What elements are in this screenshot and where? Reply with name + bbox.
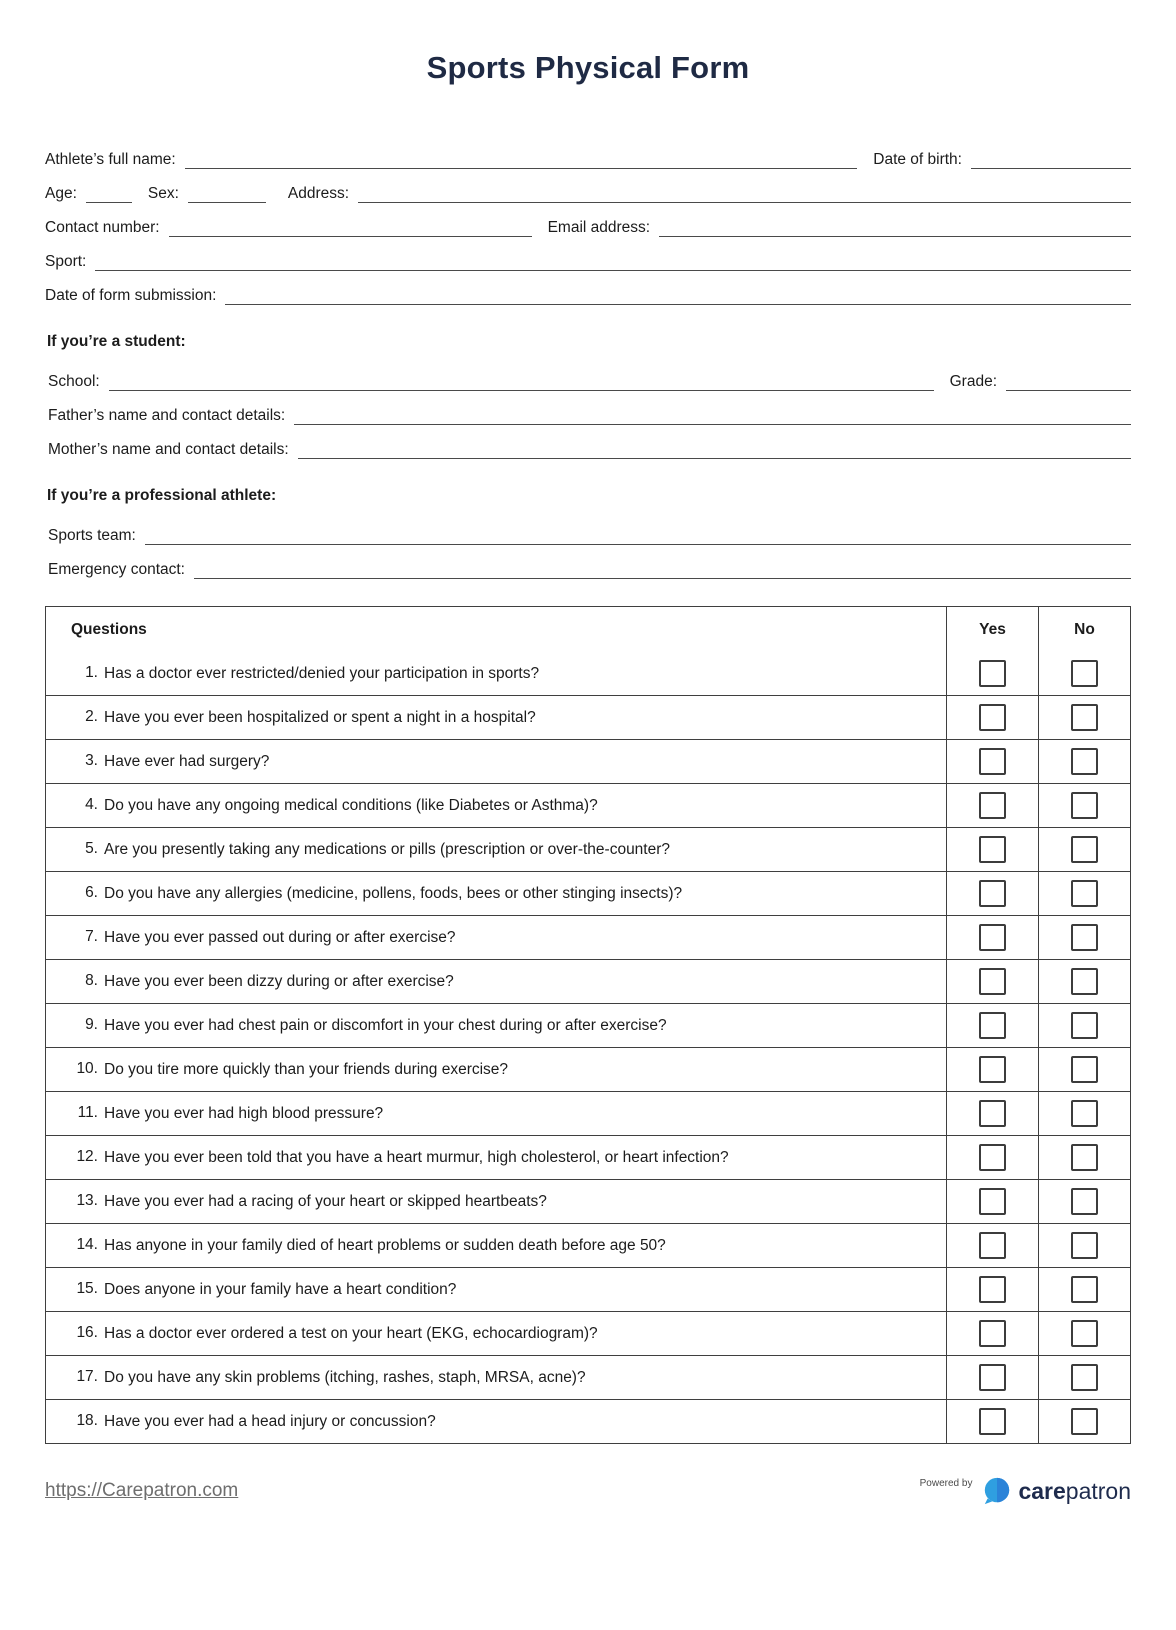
no-checkbox[interactable]	[1071, 1320, 1098, 1347]
question-body: Do you have any allergies (medicine, pollens, foods, bees or other stinging insects)?	[104, 885, 683, 902]
row-submission-date	[45, 286, 1131, 305]
yes-column-header: Yes	[946, 607, 1038, 652]
emergency-contact-input[interactable]	[194, 562, 1131, 579]
no-cell	[1038, 1224, 1130, 1267]
carepatron-brand	[920, 1476, 1131, 1506]
yes-checkbox[interactable]	[979, 1320, 1006, 1347]
question-row	[46, 1355, 1130, 1399]
yes-checkbox[interactable]	[979, 1012, 1006, 1039]
question-number: 14.	[76, 1236, 98, 1253]
questions-table-body	[46, 652, 1130, 1443]
question-body: Has anyone in your family died of heart problems or sudden death before age 50?	[104, 1237, 666, 1254]
no-cell	[1038, 1004, 1130, 1047]
no-column-header: No	[1038, 607, 1130, 652]
question-text	[46, 1048, 946, 1091]
row-mother	[45, 440, 1131, 459]
carepatron-logo-icon	[982, 1476, 1012, 1506]
question-number: 8.	[85, 972, 98, 989]
yes-cell	[946, 1356, 1038, 1399]
question-row	[46, 1179, 1130, 1223]
question-number: 2.	[85, 708, 98, 725]
question-number: 5.	[85, 840, 98, 857]
question-text	[46, 828, 946, 871]
question-row	[46, 827, 1130, 871]
no-cell	[1038, 1180, 1130, 1223]
father-details-label: Father’s name and contact details:	[48, 407, 286, 424]
question-row	[46, 1399, 1130, 1443]
question-text	[46, 652, 946, 695]
question-text	[46, 1004, 946, 1047]
yes-checkbox[interactable]	[979, 1232, 1006, 1259]
age-input[interactable]	[86, 186, 132, 203]
age-label: Age:	[45, 185, 77, 202]
row-emergency-contact	[45, 560, 1131, 579]
address-input[interactable]	[358, 186, 1131, 203]
no-checkbox[interactable]	[1071, 968, 1098, 995]
no-cell	[1038, 740, 1130, 783]
submission-date-label: Date of form submission:	[45, 287, 217, 304]
question-body: Have you ever had chest pain or discomfort in your chest during or after exercise?	[104, 1017, 667, 1034]
yes-checkbox[interactable]	[979, 1364, 1006, 1391]
no-cell	[1038, 652, 1130, 695]
yes-checkbox[interactable]	[979, 924, 1006, 951]
row-sports-team	[45, 526, 1131, 545]
mother-details-label: Mother’s name and contact details:	[48, 441, 289, 458]
no-checkbox[interactable]	[1071, 792, 1098, 819]
question-body: Are you presently taking any medications or pills (prescription or over-the-counter?	[104, 841, 671, 858]
no-cell	[1038, 1136, 1130, 1179]
question-number: 6.	[85, 884, 98, 901]
row-name-dob	[45, 150, 1131, 169]
question-body: Do you have any skin problems (itching, rashes, staph, MRSA, acne)?	[104, 1369, 586, 1386]
grade-input[interactable]	[1006, 374, 1131, 391]
question-number: 18.	[76, 1412, 98, 1429]
yes-checkbox[interactable]	[979, 1056, 1006, 1083]
yes-checkbox[interactable]	[979, 1144, 1006, 1171]
question-row	[46, 1003, 1130, 1047]
no-cell	[1038, 1400, 1130, 1443]
yes-checkbox[interactable]	[979, 880, 1006, 907]
no-cell	[1038, 1312, 1130, 1355]
question-number: 13.	[76, 1192, 98, 1209]
question-text	[46, 1400, 946, 1443]
yes-cell	[946, 1268, 1038, 1311]
question-body: Have you ever had high blood pressure?	[104, 1105, 384, 1122]
mother-details-input[interactable]	[298, 442, 1131, 459]
yes-cell	[946, 916, 1038, 959]
no-cell	[1038, 960, 1130, 1003]
yes-checkbox[interactable]	[979, 792, 1006, 819]
no-cell	[1038, 916, 1130, 959]
question-number: 7.	[85, 928, 98, 945]
contact-number-label: Contact number:	[45, 219, 160, 236]
question-number: 10.	[76, 1060, 98, 1077]
yes-cell	[946, 652, 1038, 695]
no-checkbox[interactable]	[1071, 1100, 1098, 1127]
no-checkbox[interactable]	[1071, 1188, 1098, 1215]
no-cell	[1038, 1268, 1130, 1311]
question-row	[46, 1047, 1130, 1091]
question-row	[46, 652, 1130, 695]
no-cell	[1038, 1356, 1130, 1399]
sports-team-input[interactable]	[145, 528, 1131, 545]
no-checkbox[interactable]	[1071, 1012, 1098, 1039]
question-body: Have you ever passed out during or after exercise?	[104, 929, 456, 946]
emergency-contact-label: Emergency contact:	[48, 561, 185, 578]
question-number: 17.	[76, 1368, 98, 1385]
dob-label: Date of birth:	[873, 151, 962, 168]
question-body: Have you ever been told that you have a heart murmur, high cholesterol, or heart infection?	[104, 1149, 729, 1166]
no-checkbox[interactable]	[1071, 924, 1098, 951]
athlete-name-input[interactable]	[185, 152, 858, 169]
sport-input[interactable]	[95, 254, 1131, 271]
sex-input[interactable]	[188, 186, 266, 203]
question-body: Do you have any ongoing medical conditions (like Diabetes or Asthma)?	[104, 797, 598, 814]
question-body: Have you ever been hospitalized or spent a night in a hospital?	[104, 709, 536, 726]
no-checkbox[interactable]	[1071, 1408, 1098, 1435]
no-cell	[1038, 828, 1130, 871]
father-details-input[interactable]	[294, 408, 1131, 425]
yes-cell	[946, 696, 1038, 739]
no-checkbox[interactable]	[1071, 1276, 1098, 1303]
school-input[interactable]	[109, 374, 934, 391]
submission-date-input[interactable]	[225, 288, 1131, 305]
yes-checkbox[interactable]	[979, 1276, 1006, 1303]
yes-checkbox[interactable]	[979, 704, 1006, 731]
brand-text-patron: patron	[1065, 1477, 1131, 1504]
yes-cell	[946, 828, 1038, 871]
no-checkbox[interactable]	[1071, 1056, 1098, 1083]
footer	[45, 1476, 1131, 1506]
question-number: 15.	[76, 1280, 98, 1297]
question-row	[46, 739, 1130, 783]
question-number: 16.	[76, 1324, 98, 1341]
no-cell	[1038, 1092, 1130, 1135]
no-checkbox[interactable]	[1071, 836, 1098, 863]
carepatron-wordmark	[1018, 1478, 1131, 1505]
no-checkbox[interactable]	[1071, 1144, 1098, 1171]
yes-cell	[946, 1224, 1038, 1267]
yes-checkbox[interactable]	[979, 1100, 1006, 1127]
dob-input[interactable]	[971, 152, 1131, 169]
question-text	[46, 1136, 946, 1179]
yes-cell	[946, 960, 1038, 1003]
brand-text-care: care	[1018, 1477, 1066, 1504]
question-row	[46, 1091, 1130, 1135]
yes-checkbox[interactable]	[979, 968, 1006, 995]
question-text	[46, 784, 946, 827]
question-number: 1.	[85, 664, 98, 681]
student-section-heading: If you’re a student:	[47, 333, 186, 350]
no-cell	[1038, 696, 1130, 739]
question-text	[46, 1312, 946, 1355]
questions-table	[45, 606, 1131, 1444]
yes-checkbox[interactable]	[979, 660, 1006, 687]
grade-label: Grade:	[949, 373, 997, 390]
question-number: 12.	[76, 1148, 98, 1165]
sports-team-label: Sports team:	[48, 527, 136, 544]
yes-cell	[946, 872, 1038, 915]
questions-column-header: Questions	[71, 620, 147, 638]
question-text	[46, 1356, 946, 1399]
row-contact-email	[45, 218, 1131, 237]
no-checkbox[interactable]	[1071, 1364, 1098, 1391]
sport-label: Sport:	[45, 253, 87, 270]
no-checkbox[interactable]	[1071, 704, 1098, 731]
page-title: Sports Physical Form	[426, 50, 750, 85]
professional-section-heading: If you’re a professional athlete:	[47, 487, 277, 504]
question-body: Do you tire more quickly than your friends during exercise?	[104, 1061, 509, 1078]
question-body: Has a doctor ever restricted/denied your participation in sports?	[104, 665, 540, 682]
question-number: 4.	[85, 796, 98, 813]
question-row	[46, 871, 1130, 915]
no-cell	[1038, 784, 1130, 827]
question-text	[46, 740, 946, 783]
question-row	[46, 1135, 1130, 1179]
school-label: School:	[48, 373, 100, 390]
address-label: Address:	[287, 185, 350, 202]
question-row	[46, 1223, 1130, 1267]
question-text	[46, 916, 946, 959]
question-number: 9.	[85, 1016, 98, 1033]
no-cell	[1038, 1048, 1130, 1091]
yes-cell	[946, 1180, 1038, 1223]
question-text	[46, 1180, 946, 1223]
yes-cell	[946, 1092, 1038, 1135]
yes-cell	[946, 1004, 1038, 1047]
yes-cell	[946, 1048, 1038, 1091]
email-label: Email address:	[547, 219, 651, 236]
question-text	[46, 872, 946, 915]
row-age-sex-address	[45, 184, 1131, 203]
question-text	[46, 696, 946, 739]
question-row	[46, 959, 1130, 1003]
question-body: Have you ever had a racing of your heart or skipped heartbeats?	[104, 1193, 547, 1210]
question-body: Have ever had surgery?	[104, 753, 270, 770]
question-row	[46, 783, 1130, 827]
no-cell	[1038, 872, 1130, 915]
sex-label: Sex:	[147, 185, 179, 202]
powered-by-label: Powered by	[919, 1478, 973, 1489]
no-checkbox[interactable]	[1071, 880, 1098, 907]
questions-table-header	[46, 607, 1130, 652]
row-father	[45, 406, 1131, 425]
row-sport	[45, 252, 1131, 271]
email-input[interactable]	[659, 220, 1131, 237]
contact-number-input[interactable]	[169, 220, 532, 237]
question-row	[46, 1311, 1130, 1355]
row-school-grade	[45, 372, 1131, 391]
question-text	[46, 960, 946, 1003]
no-checkbox[interactable]	[1071, 660, 1098, 687]
carepatron-link[interactable]: https://Carepatron.com	[45, 1480, 239, 1501]
yes-cell	[946, 1400, 1038, 1443]
no-checkbox[interactable]	[1071, 1232, 1098, 1259]
question-number: 3.	[85, 752, 98, 769]
question-body: Have you ever had a head injury or concussion?	[104, 1413, 436, 1430]
yes-cell	[946, 784, 1038, 827]
question-text	[46, 1224, 946, 1267]
no-checkbox[interactable]	[1071, 748, 1098, 775]
question-number: 11.	[77, 1104, 98, 1121]
yes-cell	[946, 740, 1038, 783]
question-text	[46, 1268, 946, 1311]
question-body: Have you ever been dizzy during or after exercise?	[104, 973, 454, 990]
yes-checkbox[interactable]	[979, 1188, 1006, 1215]
question-row	[46, 1267, 1130, 1311]
yes-checkbox[interactable]	[979, 1408, 1006, 1435]
yes-checkbox[interactable]	[979, 748, 1006, 775]
question-body: Does anyone in your family have a heart condition?	[104, 1281, 457, 1298]
yes-cell	[946, 1312, 1038, 1355]
question-text	[46, 1092, 946, 1135]
question-body: Has a doctor ever ordered a test on your heart (EKG, echocardiogram)?	[104, 1325, 598, 1342]
question-row	[46, 695, 1130, 739]
yes-cell	[946, 1136, 1038, 1179]
yes-checkbox[interactable]	[979, 836, 1006, 863]
question-row	[46, 915, 1130, 959]
athlete-name-label: Athlete’s full name:	[45, 151, 176, 168]
